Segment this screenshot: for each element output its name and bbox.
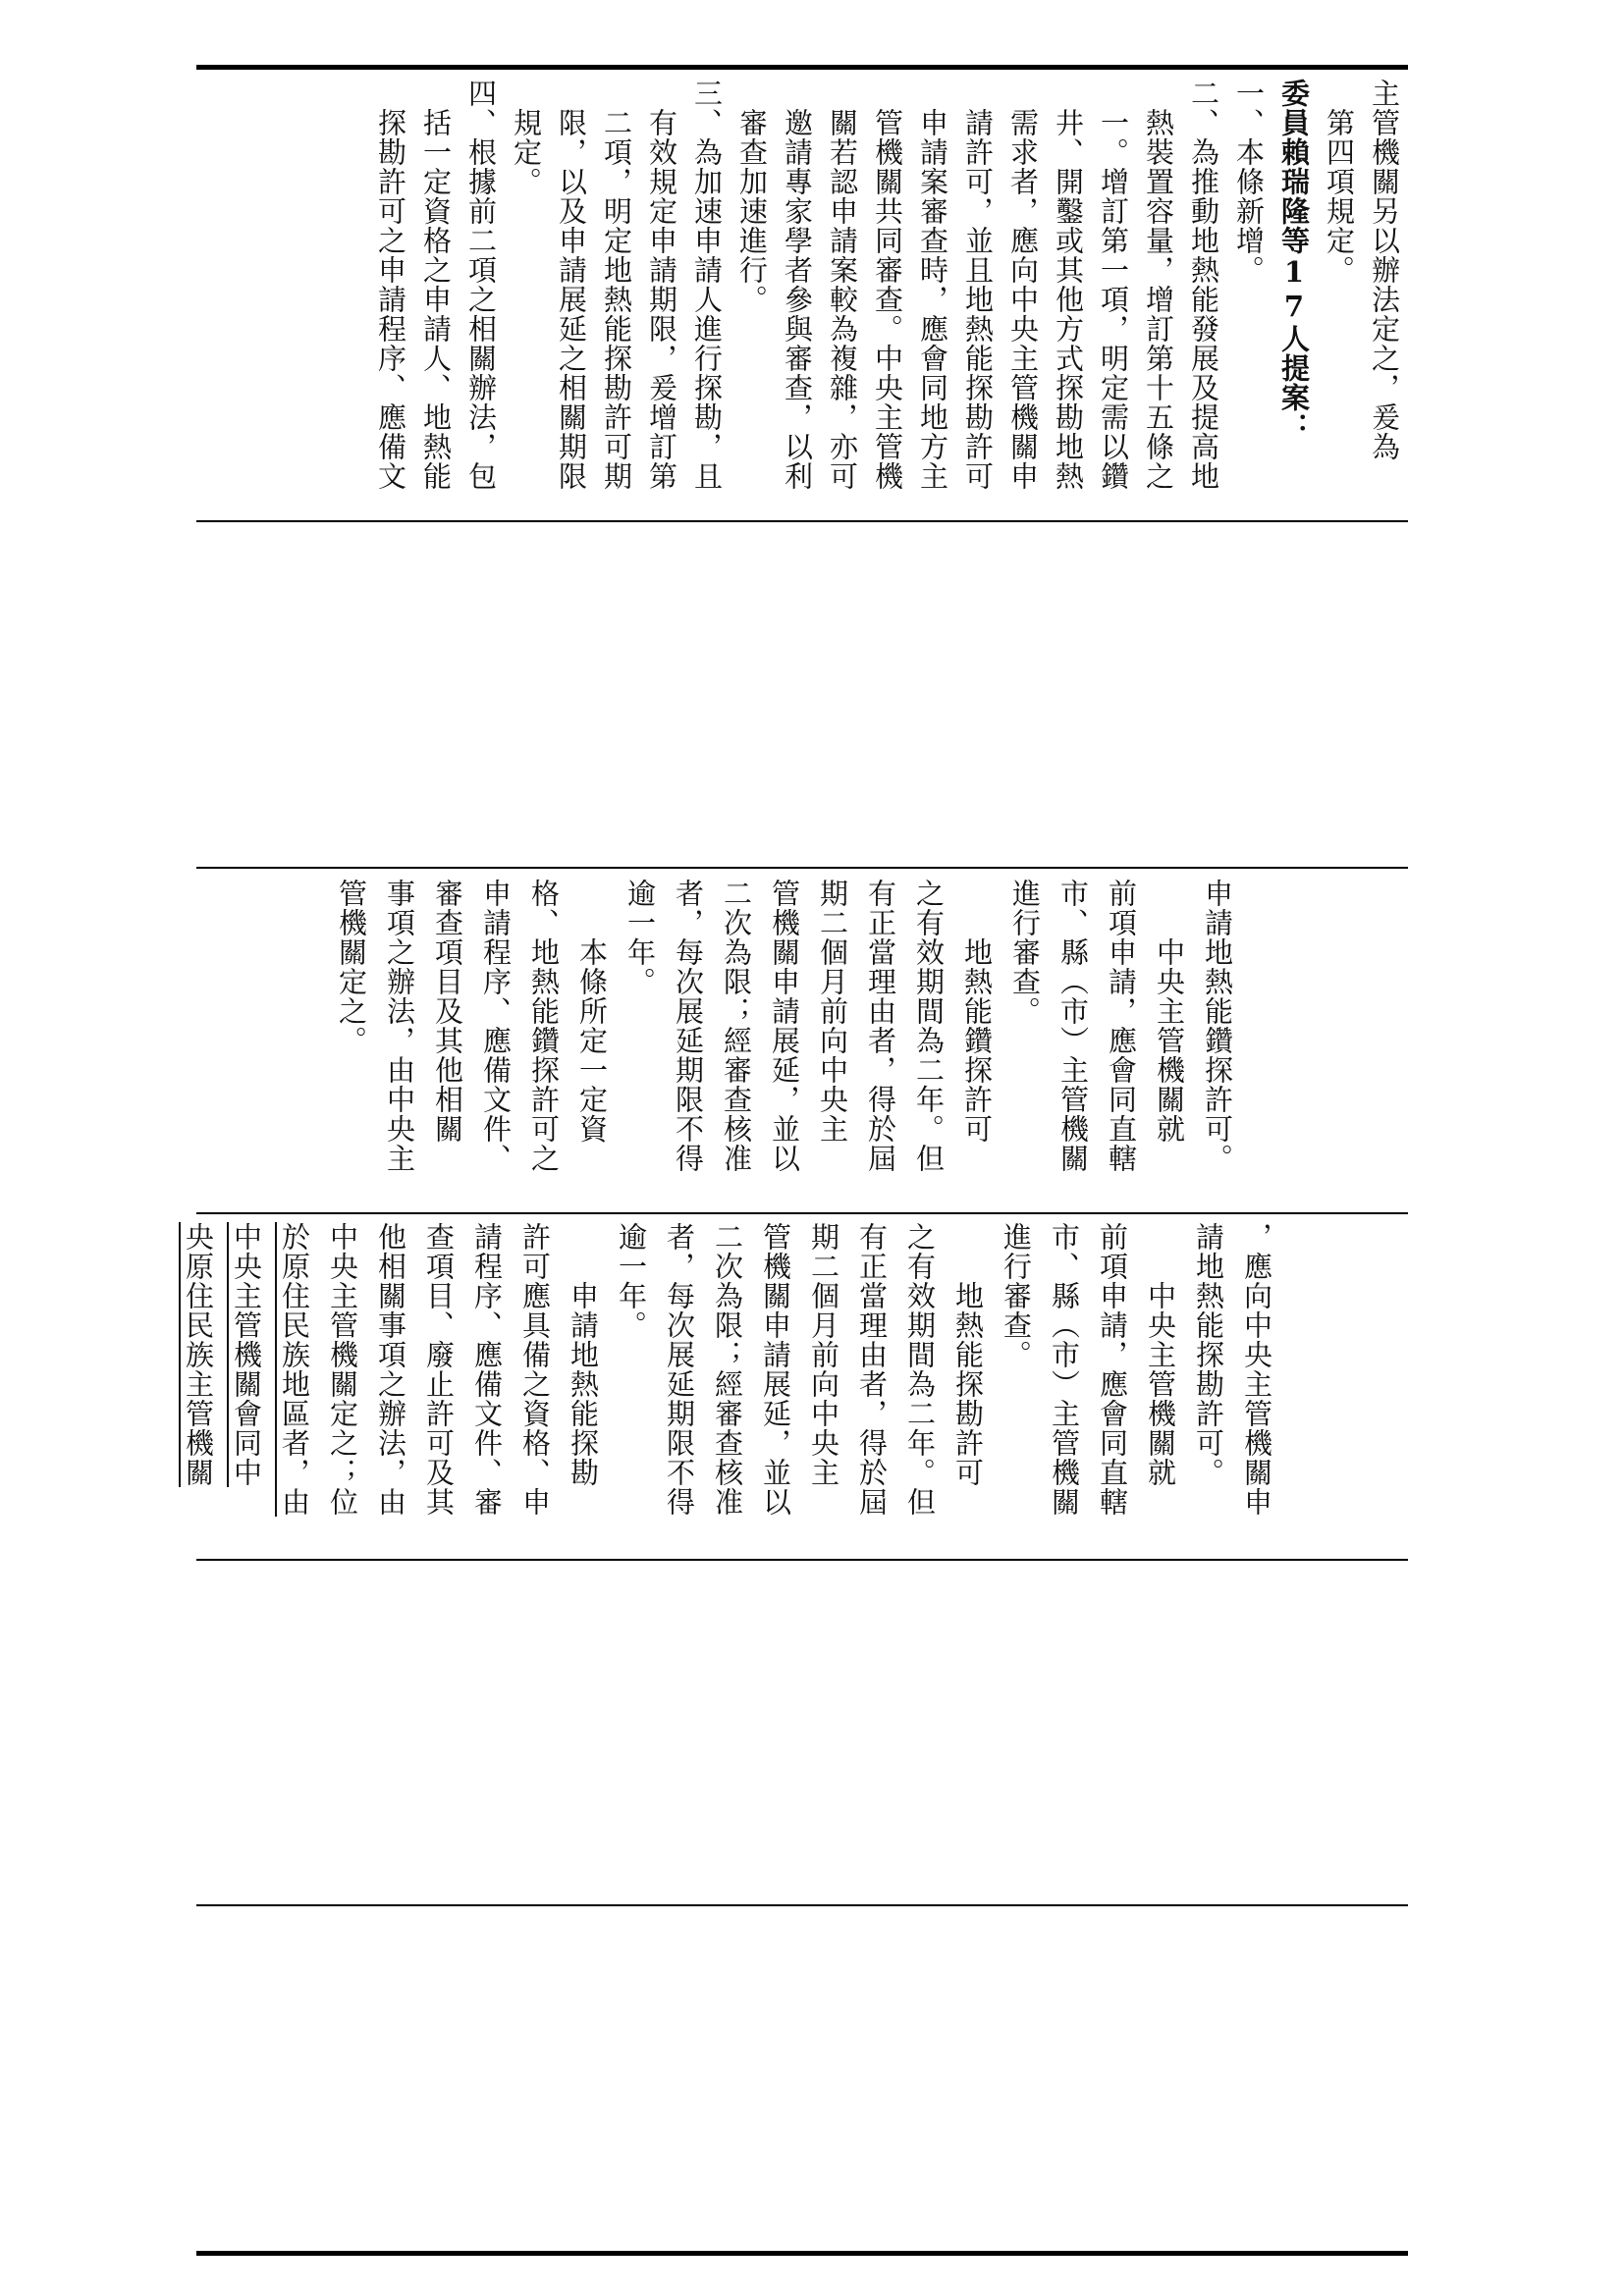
row-divider-1 [196, 520, 1408, 522]
text-line: 市、縣（市）主管機關 [1056, 879, 1090, 1173]
text-line: 進行審查。 [1000, 1222, 1033, 1369]
text-line: 期二個月前向中央主 [816, 879, 849, 1144]
text-line: 主管機關另以辦法定之，爰為 [1368, 79, 1401, 461]
text-line: 前項申請，應會同直轄 [1096, 1222, 1129, 1517]
text-line: 逾一年。 [615, 1222, 648, 1340]
text-line: 括一定資格之申請人、地熱能 [419, 79, 453, 491]
top-border-rule [196, 65, 1408, 70]
text-line: 邀請專家學者參與審查，以利 [781, 79, 814, 491]
text-line: 限，以及申請展延之相關期限 [555, 79, 588, 491]
text-line: 他相關事項之辦法，由 [374, 1222, 407, 1517]
row-divider-2 [196, 867, 1408, 869]
text-line: 四、根據前二項之相關辦法，包 [464, 79, 498, 491]
text-line: 中央主管機關就 [1153, 879, 1186, 1144]
row-divider-5 [196, 1904, 1408, 1906]
text-line: 查項目、廢止許可及其 [422, 1222, 456, 1517]
text-line: 申請案審查時，應會同地方主 [916, 79, 949, 491]
text-line: 熱裝置容量，增訂第十五條之 [1142, 79, 1175, 491]
text-line: 於原住民族地區者，由 [278, 1222, 311, 1517]
text-line: 管機關定之。 [335, 879, 368, 1055]
text-line: 管機關申請展延，並以 [759, 1222, 792, 1517]
text-line: 逾一年。 [623, 879, 657, 996]
text-line: 事項之辦法，由中央主 [383, 879, 416, 1173]
row-divider-3 [196, 1212, 1408, 1214]
text-line: 申請地熱能探勘 [567, 1222, 600, 1487]
text-line: 井、開鑿或其他方式探勘地熱 [1052, 79, 1085, 491]
text-line: 探勘許可之申請程序、應備文 [374, 79, 407, 491]
text-line: 者，每次展延期限不得 [663, 1222, 696, 1517]
text-line: 進行審查。 [1008, 879, 1042, 1026]
text-line: 央原住民族主管機關 [182, 1222, 215, 1487]
text-line: 審查加速進行。 [735, 79, 769, 314]
text-line: 二、為推動地熱能發展及提高地 [1187, 79, 1220, 491]
text-line: 市、縣（市）主管機關 [1048, 1222, 1081, 1517]
text-line: 二項，明定地熱能探勘許可期 [600, 79, 633, 491]
text-line: 一。增訂第一項，明定需以鑽 [1097, 79, 1130, 491]
text-line: 期二個月前向中央主 [807, 1222, 840, 1487]
text-line: 三、為加速申請人進行探勘，且 [690, 79, 724, 491]
text-line: 本條所定一定資 [575, 879, 609, 1144]
text-line: 之有效期間為二年。但 [903, 1222, 937, 1517]
text-line: 需求者，應向中央主管機關申 [1006, 79, 1040, 491]
text-line: 地熱能探勘許可 [951, 1222, 985, 1487]
text-line: 第四項規定。 [1323, 79, 1356, 285]
text-line: 二次為限；經審查核准 [720, 879, 753, 1173]
text-line: 管機關共同審查。中央主管機 [871, 79, 904, 491]
text-line: 二次為限；經審查核准 [711, 1222, 744, 1517]
text-line: 一、本條新增。 [1232, 79, 1266, 285]
text-line: 規定。 [510, 79, 543, 196]
text-line: 中央主管機關會同中 [230, 1222, 263, 1487]
text-line: 之有效期間為二年。但 [912, 879, 946, 1173]
text-line: 管機關申請展延，並以 [768, 879, 801, 1173]
row-divider-4 [196, 1559, 1408, 1561]
text-line: 請許可，並且地熱能探勘許可 [961, 79, 995, 491]
text-line: 申請程序、應備文件、 [479, 879, 513, 1173]
text-line: 有效規定申請期限，爰增訂第 [645, 79, 678, 491]
text-line: 許可應具備之資格、申 [518, 1222, 552, 1517]
text-line: 格、地熱能鑽探許可之 [527, 879, 561, 1173]
text-line: 地熱能鑽探許可 [960, 879, 994, 1144]
text-line: 前項申請，應會同直轄 [1105, 879, 1138, 1173]
text-line: 有正當理由者，得於屆 [855, 1222, 889, 1517]
text-line: 關若認申請案較為複雜，亦可 [826, 79, 859, 491]
text-line: 請程序、應備文件、審 [470, 1222, 504, 1517]
text-line: 申請地熱能鑽探許可。 [1201, 879, 1234, 1173]
text-line: ，應向中央主管機關申 [1240, 1222, 1273, 1517]
bottom-border-rule [196, 2251, 1408, 2256]
text-line: 請地熱能探勘許可。 [1192, 1222, 1225, 1487]
text-line: 者，每次展延期限不得 [672, 879, 705, 1173]
text-line: 委員賴瑞隆等17人提案： [1277, 79, 1311, 442]
text-line: 中央主管機關定之；位 [326, 1222, 359, 1517]
text-line: 有正當理由者，得於屆 [864, 879, 897, 1173]
text-line: 審查項目及其他相關 [431, 879, 464, 1144]
text-line: 中央主管機關就 [1144, 1222, 1177, 1487]
